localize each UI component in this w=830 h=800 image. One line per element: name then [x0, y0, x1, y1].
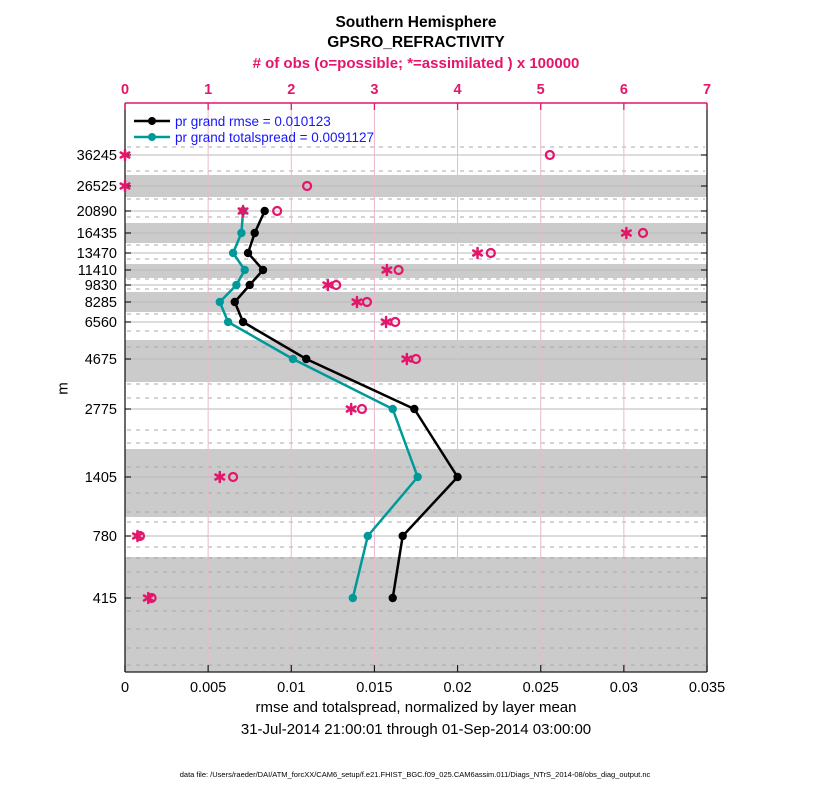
- bottom-tick-label: 0.035: [688, 680, 726, 696]
- legend-item: [133, 129, 374, 145]
- top-tick-label: 6: [619, 82, 628, 98]
- totalspread-point: [229, 249, 237, 257]
- bottom-tick-label: 0.015: [356, 680, 393, 696]
- layer-shading-bands: [125, 175, 707, 672]
- legend-label: pr grand totalspread = 0.0091127: [175, 129, 375, 145]
- top-tick-label: 0: [120, 82, 130, 98]
- legend-item: [133, 113, 374, 129]
- totalspread-point: [364, 532, 372, 540]
- level-tick-label: 2775: [84, 402, 117, 418]
- top-tick-label: 2: [287, 82, 296, 98]
- rmse-point: [231, 298, 239, 306]
- totalspread-point: [289, 355, 297, 363]
- shading-band: [125, 557, 707, 672]
- shading-band: [125, 449, 707, 517]
- level-tick-label: 6560: [84, 315, 117, 331]
- bottom-tick-label: 0.025: [522, 680, 559, 696]
- title-variable: GPSRO_REFRACTIVITY: [327, 34, 505, 51]
- top-tick-label: 7: [702, 82, 712, 98]
- rmse-point: [244, 249, 252, 257]
- rmse-point: [302, 355, 310, 363]
- bottom-tick-label: 0: [120, 680, 130, 696]
- level-tick-label: 1405: [84, 470, 117, 486]
- level-tick-label: 8285: [84, 295, 117, 311]
- legend: [133, 113, 374, 145]
- legend-line-sample: [133, 114, 171, 128]
- totalspread-point: [237, 229, 245, 237]
- top-axis-label: # of obs (o=possible; *=assimilated ) x 100000: [252, 55, 580, 72]
- totalspread-point: [241, 266, 249, 274]
- rmse-point: [259, 266, 267, 274]
- time-range-label: 31-Jul-2014 21:00:01 through 01-Sep-2014 03:00:00: [240, 721, 592, 738]
- rmse-point: [389, 594, 397, 602]
- level-tick-label: 9830: [84, 278, 117, 294]
- level-tick-label: 20890: [76, 204, 117, 220]
- level-tick-label: 4675: [84, 352, 117, 368]
- bottom-tick-label: 0.02: [443, 680, 472, 696]
- bottom-tick-label: 0.01: [277, 680, 306, 696]
- level-tick-label: 26525: [76, 179, 117, 195]
- shading-band: [125, 340, 707, 382]
- totalspread-point: [232, 281, 240, 289]
- level-tick-label: 780: [92, 529, 117, 545]
- rmse-point: [260, 207, 268, 215]
- totalspread-point: [349, 594, 357, 602]
- bottom-tick-label: 0.005: [189, 680, 227, 696]
- rmse-point: [398, 532, 406, 540]
- legend-label: pr grand rmse = 0.010123: [175, 113, 331, 129]
- level-tick-label: 13470: [76, 246, 117, 262]
- top-tick-label: 4: [453, 82, 462, 98]
- totalspread-point: [413, 473, 421, 481]
- title-region: Southern Hemisphere: [335, 14, 497, 31]
- level-tick-label: 415: [92, 591, 117, 607]
- data-file-path: data file: /Users/raeder/DAI/ATM_forcXX/CAM6_setup/f.e21.FHIST_BGC.f09_025.CAM6assim.011/Diags_NTrS_2014-08/obs_diag_output.nc: [179, 770, 651, 779]
- x-axis-label-block: [85, 697, 747, 741]
- level-tick-label: 16435: [76, 226, 117, 242]
- x-axis-label: rmse and totalspread, normalized by layer mean: [255, 699, 577, 716]
- legend-line-sample: [133, 130, 171, 144]
- shading-band: [125, 264, 707, 278]
- level-tick-label: 36245: [76, 148, 117, 164]
- rmse-point: [251, 229, 259, 237]
- rmse-point: [453, 473, 461, 481]
- top-tick-label: 5: [536, 82, 545, 98]
- rmse-point: [410, 405, 418, 413]
- totalspread-point: [216, 298, 224, 306]
- totalspread-point: [224, 318, 232, 326]
- y-axis-label: m: [54, 382, 72, 395]
- rmse-point: [246, 281, 254, 289]
- level-tick-label: 11410: [77, 263, 117, 279]
- top-tick-label: 1: [204, 82, 213, 98]
- totalspread-point: [389, 405, 397, 413]
- top-tick-label: 3: [370, 82, 379, 98]
- rmse-point: [239, 318, 247, 326]
- bottom-tick-label: 0.03: [609, 680, 638, 696]
